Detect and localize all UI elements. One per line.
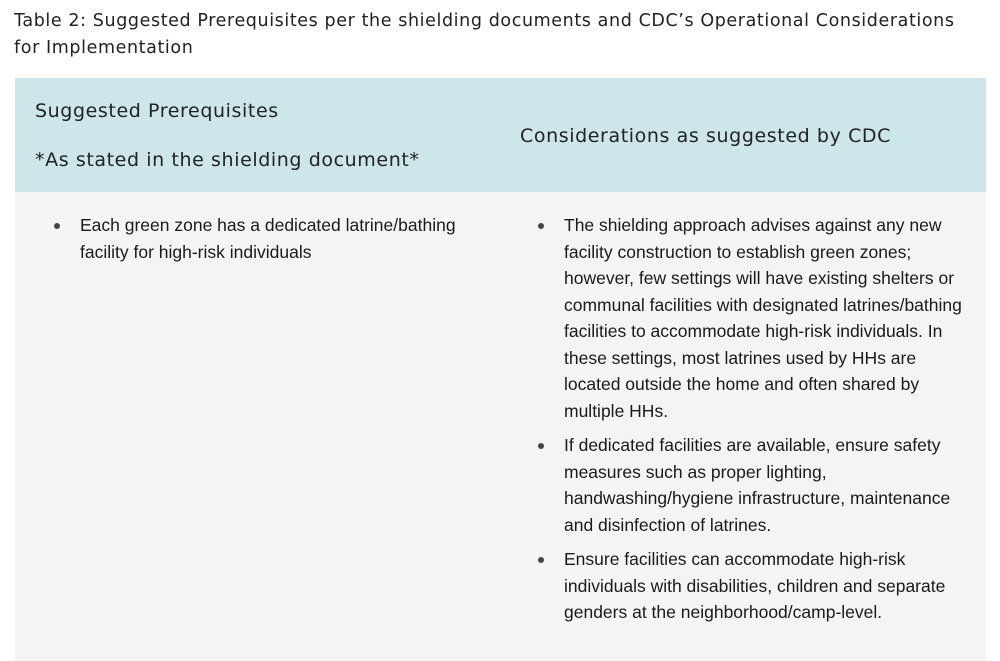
header-shielding-document-note: *As stated in the shielding document* xyxy=(35,149,420,171)
list-item xyxy=(538,212,970,424)
table-caption xyxy=(14,8,986,62)
list-item-text: The shielding approach advises against any new facility construction to establish green zones; however, few settings will have existing shelters or communal facilities with designated latrines/bathing facilities to accommodate high-risk individuals. In these settings, most latrines used by HHs are located outside the home and often shared by multiple HHs. xyxy=(564,215,962,421)
table-header-row xyxy=(15,78,986,192)
prerequisites-list xyxy=(54,212,494,273)
bullet-icon xyxy=(538,223,544,229)
header-cdc-considerations: Considerations as suggested by CDC xyxy=(520,125,892,147)
list-item-text: Ensure facilities can accommodate high-risk individuals with disabilities, children and separate genders at the neighborhood/camp-level. xyxy=(564,549,946,622)
table-caption-line-1: Table 2: Suggested Prerequisites per the shielding documents and CDC’s Operational Considerations xyxy=(14,11,955,31)
table-caption-line-2: for Implementation xyxy=(14,38,194,58)
list-item xyxy=(538,546,970,626)
header-suggested-prerequisites: Suggested Prerequisites xyxy=(35,100,279,122)
table-body-row xyxy=(15,192,986,661)
list-item-text: Each green zone has a dedicated latrine/bathing facility for high-risk individuals xyxy=(80,215,456,262)
bullet-icon xyxy=(54,223,60,229)
bullet-icon xyxy=(538,557,544,563)
list-item xyxy=(538,432,970,538)
list-item xyxy=(54,212,494,265)
bullet-icon xyxy=(538,443,544,449)
prerequisites-table xyxy=(15,78,986,661)
cdc-considerations-list xyxy=(538,212,970,634)
list-item-text: If dedicated facilities are available, ensure safety measures such as proper lighting, handwashing/hygiene infrastructure, maintenance and disinfection of latrines. xyxy=(564,435,951,535)
